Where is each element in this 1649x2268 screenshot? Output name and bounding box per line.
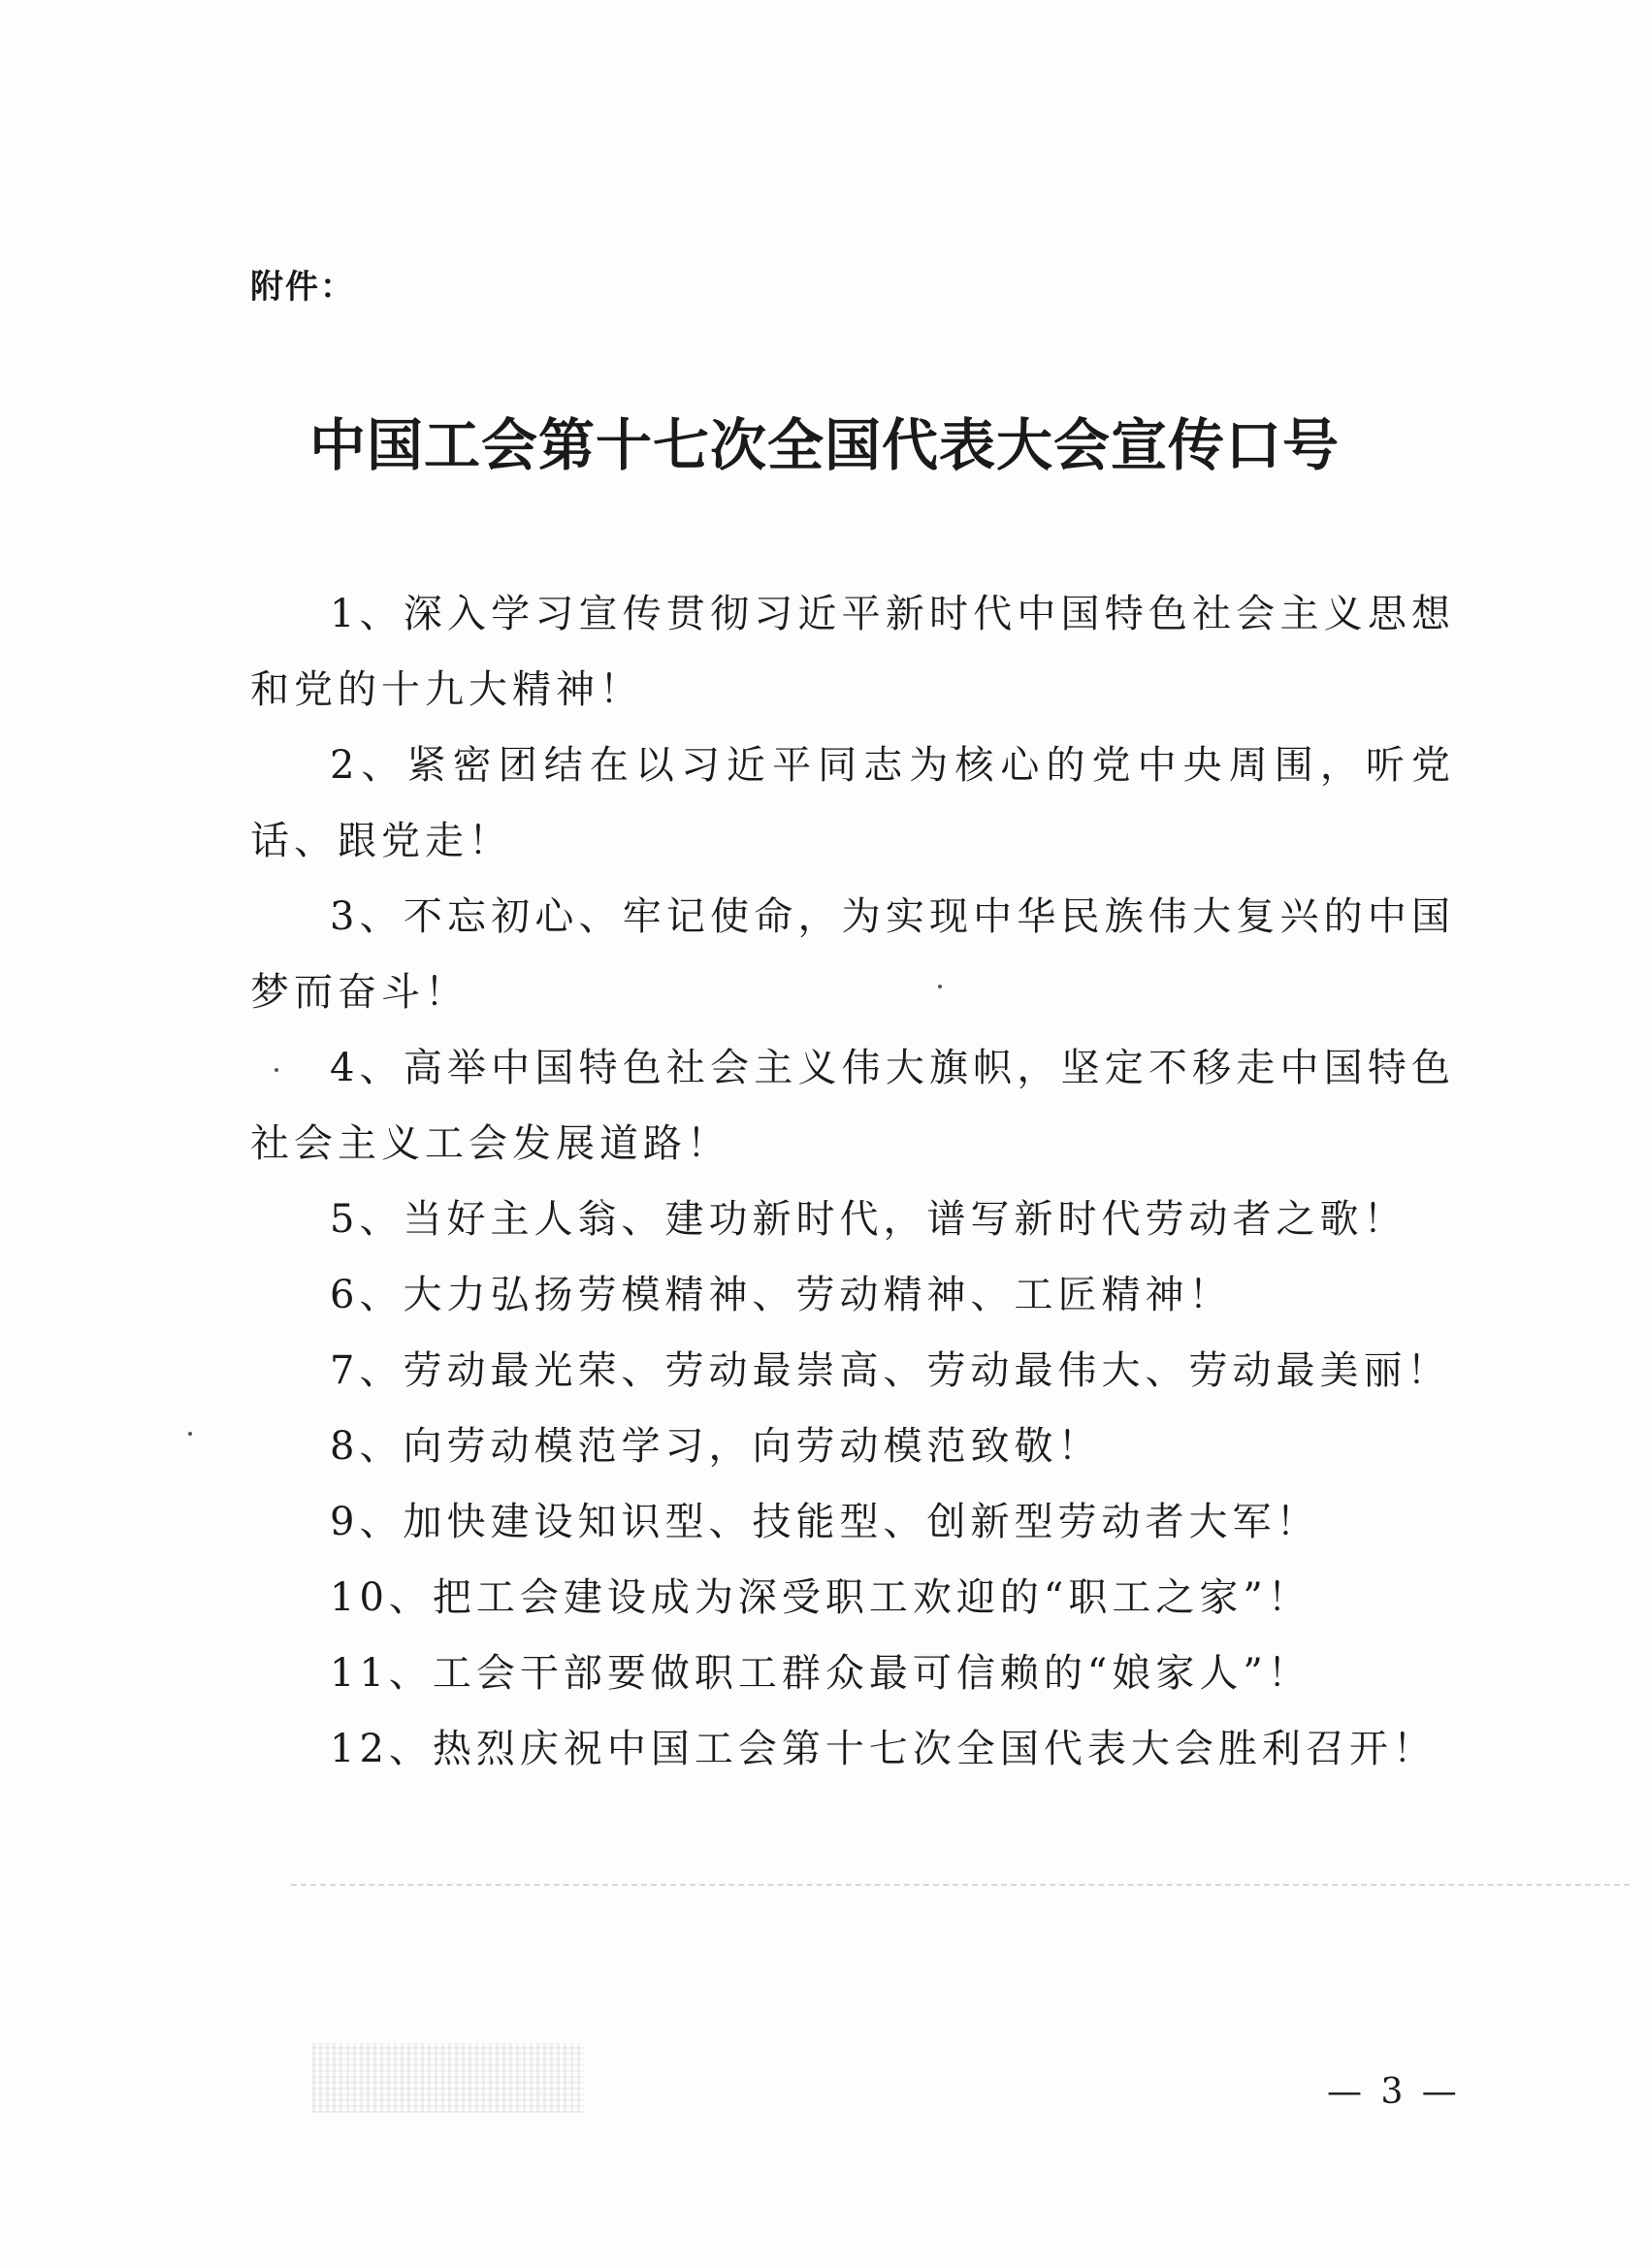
slogan-item: 9、加快建设知识型、技能型、创新型劳动者大军！ [330, 1500, 1320, 1544]
scan-artifact-line [291, 1884, 1630, 1886]
slogan-item: 3、不忘初心、牢记使命，为实现中华民族伟大复兴的中国梦而奋斗！ [250, 894, 1455, 1015]
slogan-item: 1、深入学习宣传贯彻习近平新时代中国特色社会主义思想和党的十九大精神！ [250, 592, 1455, 712]
slogan-item: 6、大力弘扬劳模精神、劳动精神、工匠精神！ [330, 1273, 1233, 1317]
slogan-item: 2、紧密团结在以习近平同志为核心的党中央周围，听党话、跟党走！ [250, 743, 1455, 863]
slogan-item: 4、高举中国特色社会主义伟大旗帜，坚定不移走中国特色社会主义工会发展道路！ [250, 1046, 1455, 1166]
slogan-list [250, 576, 1455, 1787]
scan-artifact-noise [312, 2043, 584, 2113]
scan-speck [938, 985, 942, 988]
page-number: — 3 — [1327, 2072, 1461, 2112]
slogan-item: 12、热烈庆祝中国工会第十七次全国代表大会胜利召开！ [330, 1727, 1437, 1771]
scan-speck [275, 1068, 278, 1072]
slogan-item: 11、工会干部要做职工群众最可信赖的“娘家人”！ [330, 1651, 1311, 1696]
scan-speck [188, 1432, 192, 1436]
slogan-item: 8、向劳动模范学习，向劳动模范致敬！ [330, 1424, 1102, 1469]
attachment-label: 附件： [250, 268, 355, 307]
document-title: 中国工会第十七次全国代表大会宣传口号 [308, 412, 1340, 478]
slogan-item: 10、把工会建设成为深受职工欢迎的“职工之家”！ [330, 1575, 1311, 1620]
slogan-item: 5、当好主人翁、建功新时代，谱写新时代劳动者之歌！ [330, 1197, 1407, 1242]
slogan-item: 7、劳动最光荣、劳动最崇高、劳动最伟大、劳动最美丽！ [330, 1348, 1451, 1393]
